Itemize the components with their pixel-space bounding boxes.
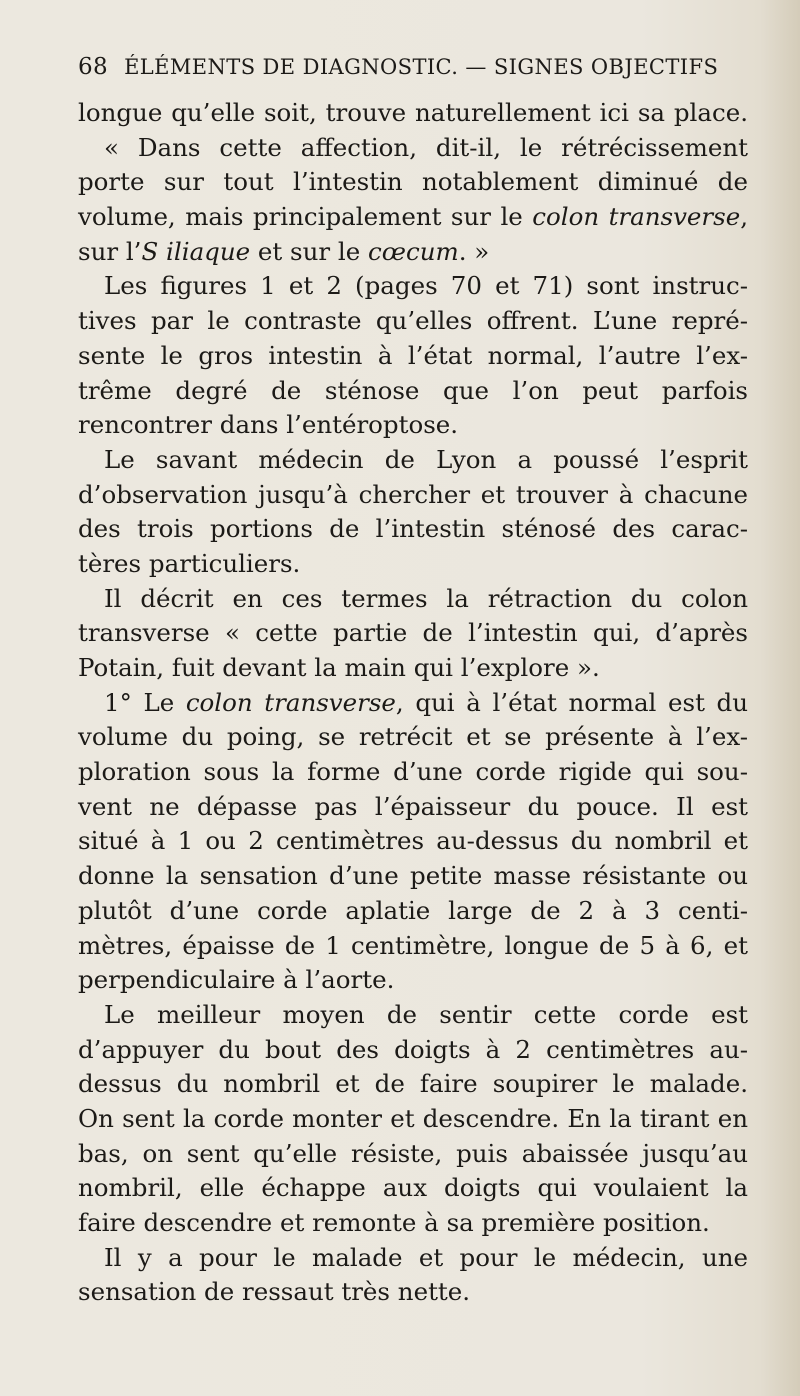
text-line (78, 755, 748, 790)
text-segment: On sent la corde monter et descendre. En la tirant en (78, 1103, 748, 1133)
text-segment: mètres, épaisse de 1 centimètre, longue de 5 à 6, et (78, 930, 748, 960)
text-segment: volume, mais principalement sur le (78, 202, 533, 232)
text-line (78, 200, 748, 235)
text-segment: et sur le (250, 236, 369, 266)
text-segment: ploration sous la forme d’une corde rigide qui sou- (78, 757, 748, 787)
text-line (78, 686, 748, 721)
text-segment: , (740, 202, 749, 232)
text-line (78, 1275, 748, 1310)
text-segment: transverse « cette partie de l’intestin qui, d’après (78, 618, 748, 648)
text-line (78, 374, 748, 409)
text-line (78, 443, 748, 478)
text-line (78, 512, 748, 547)
text-line (78, 547, 748, 582)
text-segment: Le meilleur moyen de sentir cette corde est (104, 999, 748, 1029)
text-line (78, 929, 748, 964)
text-line (78, 165, 748, 200)
text-line (78, 1033, 748, 1068)
text-segment: plutôt d’une corde aplatie large de 2 à 3 centi- (78, 895, 748, 925)
text-line (78, 859, 748, 894)
text-segment: nombril, elle échappe aux doigts qui voulaient la (78, 1173, 748, 1203)
text-line (78, 720, 748, 755)
text-line (78, 96, 748, 131)
text-segment: Il y a pour le malade et pour le médecin, une (104, 1242, 748, 1272)
text-line (78, 616, 748, 651)
text-line (78, 790, 748, 825)
text-segment: Le savant médecin de Lyon a poussé l’esprit (104, 444, 748, 474)
text-segment: 1° Le (104, 687, 186, 717)
text-segment: trême degré de sténose que l’on peut parfois (78, 375, 748, 405)
text-line (78, 269, 748, 304)
text-line (78, 651, 748, 686)
text-line (78, 1102, 748, 1137)
text-line (78, 582, 748, 617)
text-segment: Les figures 1 et 2 (pages 70 et 71) sont instruc- (104, 271, 748, 301)
text-segment: d’observation jusqu’à chercher et trouver à chacune (78, 479, 748, 509)
text-line (78, 408, 748, 443)
text-segment: volume du poing, se retrécit et se présente à l’ex- (78, 722, 748, 752)
text-segment: tères particuliers. (78, 548, 301, 578)
text-line (78, 304, 748, 339)
text-segment: « Dans cette affection, dit-il, le rétrécissement (104, 132, 748, 162)
text-segment: porte sur tout l’intestin notablement diminué de (78, 167, 748, 197)
text-segment: Potain, fuit devant la main qui l’explore ». (78, 653, 600, 682)
text-segment: situé à 1 ou 2 centimètres au-dessus du nombril et (78, 826, 748, 856)
text-segment: d’appuyer du bout des doigts à 2 centimètres au- (78, 1034, 748, 1064)
text-segment: bas, on sent qu’elle résiste, puis abaissée jusqu’au (78, 1138, 748, 1168)
text-segment: tives par le contraste qu’elles offrent. L’une repré- (78, 306, 748, 336)
running-header (78, 42, 718, 92)
text-segment: sur l’ (78, 236, 142, 266)
text-line (78, 963, 748, 998)
text-segment: sente le gros intestin à l’état normal, l’autre l’ex- (78, 340, 748, 370)
italic-text: cœcum (368, 236, 459, 266)
text-line (78, 478, 748, 513)
text-line (78, 339, 748, 374)
text-line (78, 1171, 748, 1206)
italic-text: colon transverse (185, 687, 396, 717)
text-line (78, 1206, 748, 1241)
text-line (78, 131, 748, 166)
text-segment: des trois portions de l’intestin sténosé des carac- (78, 514, 748, 544)
text-line (78, 824, 748, 859)
italic-text: colon transverse (532, 202, 741, 232)
text-segment: dessus du nombril et de faire soupirer le malade. (78, 1069, 748, 1099)
body-text (78, 96, 748, 1310)
text-segment: Il décrit en ces termes la rétraction du colon (104, 583, 748, 613)
page-number: 68 (78, 54, 109, 80)
text-line (78, 1241, 748, 1276)
text-segment: . » (458, 236, 490, 266)
italic-text: S iliaque (141, 236, 251, 266)
text-segment: sensation de ressaut très nette. (78, 1277, 471, 1307)
text-segment: perpendiculaire à l’aorte. (78, 965, 395, 995)
text-segment: donne la sensation d’une petite masse résistante ou (78, 861, 748, 891)
text-line (78, 998, 748, 1033)
text-line (78, 1137, 748, 1172)
running-title: ÉLÉMENTS DE DIAGNOSTIC. — SIGNES OBJECTIFS (124, 55, 719, 79)
text-segment: faire descendre et remonte à sa première position. (78, 1208, 710, 1237)
text-line (78, 1067, 748, 1102)
text-line (78, 235, 748, 270)
text-segment: rencontrer dans l’entéroptose. (78, 410, 459, 440)
text-segment: , qui à l’état normal est du (395, 687, 748, 717)
text-line (78, 894, 748, 929)
text-segment: longue qu’elle soit, trouve naturellement ici sa place. (78, 98, 748, 127)
text-segment: vent ne dépasse pas l’épaisseur du pouce. Il est (78, 791, 748, 821)
